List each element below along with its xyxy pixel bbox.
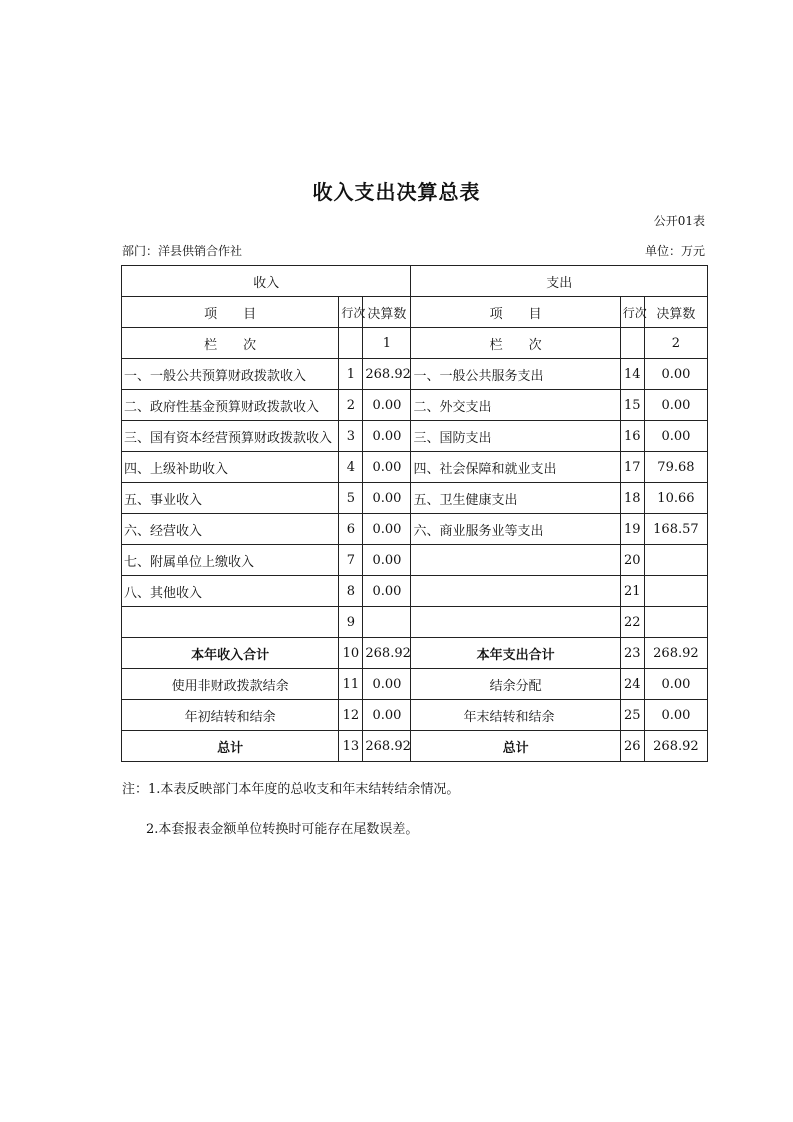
surplus-distribution-label: 结余分配 — [411, 669, 620, 700]
expense-label — [411, 576, 620, 607]
expense-column-label: 栏 次 — [411, 328, 620, 359]
income-amount-header: 决算数 — [363, 297, 411, 328]
annual-total-row — [122, 638, 708, 669]
income-expense-table — [121, 265, 708, 762]
income-label: 六、经营收入 — [122, 514, 339, 545]
income-value: 0.00 — [363, 421, 411, 452]
expense-row-no: 19 — [620, 514, 644, 545]
expense-row-no: 14 — [620, 359, 644, 390]
income-value: 0.00 — [363, 514, 411, 545]
surplus-distribution-value: 0.00 — [644, 669, 707, 700]
expense-value — [644, 607, 707, 638]
expense-row-no: 15 — [620, 390, 644, 421]
table-row — [122, 421, 708, 452]
expense-row-no: 24 — [620, 669, 644, 700]
income-row-no: 10 — [339, 638, 363, 669]
expense-amount-header: 决算数 — [644, 297, 707, 328]
table-row — [122, 452, 708, 483]
expense-value: 0.00 — [644, 421, 707, 452]
expense-value — [644, 545, 707, 576]
grand-expense-total-value: 268.92 — [644, 731, 707, 762]
income-label — [122, 607, 339, 638]
expense-header: 支出 — [411, 266, 708, 297]
income-rowno-header: 行次 — [339, 297, 363, 328]
income-row-no: 2 — [339, 390, 363, 421]
expense-label: 二、外交支出 — [411, 390, 620, 421]
grand-total-row — [122, 731, 708, 762]
table-row — [122, 669, 708, 700]
income-label: 一、一般公共预算财政拨款收入 — [122, 359, 339, 390]
income-value: 0.00 — [363, 390, 411, 421]
empty-cell — [620, 328, 644, 359]
note-1: 注：1.本表反映部门本年度的总收支和年末结转结余情况。 — [122, 782, 460, 797]
income-label: 七、附属单位上缴收入 — [122, 545, 339, 576]
income-label: 八、其他收入 — [122, 576, 339, 607]
note-2: 2.本套报表金额单位转换时可能存在尾数误差。 — [146, 822, 419, 837]
income-row-no: 6 — [339, 514, 363, 545]
income-value: 268.92 — [363, 359, 411, 390]
ending-balance-value: 0.00 — [644, 700, 707, 731]
nonfiscal-balance-label: 使用非财政拨款结余 — [122, 669, 339, 700]
table-subheader-row — [122, 297, 708, 328]
income-row-no: 8 — [339, 576, 363, 607]
income-label: 三、国有资本经营预算财政拨款收入 — [122, 421, 339, 452]
income-value: 0.00 — [363, 452, 411, 483]
income-row-no: 3 — [339, 421, 363, 452]
page-title: 收入支出决算总表 — [312, 180, 481, 204]
expense-label — [411, 607, 620, 638]
income-row-no: 9 — [339, 607, 363, 638]
income-row-no: 1 — [339, 359, 363, 390]
expense-row-no: 22 — [620, 607, 644, 638]
expense-row-no: 17 — [620, 452, 644, 483]
table-row — [122, 545, 708, 576]
expense-label: 六、商业服务业等支出 — [411, 514, 620, 545]
unit-label: 单位：万元 — [644, 244, 705, 258]
beginning-balance-value: 0.00 — [363, 700, 411, 731]
empty-cell — [339, 328, 363, 359]
annual-expense-total-label: 本年支出合计 — [411, 638, 620, 669]
table-row — [122, 576, 708, 607]
income-item-header: 项 目 — [122, 297, 339, 328]
column-number-row — [122, 328, 708, 359]
income-header: 收入 — [122, 266, 411, 297]
grand-expense-total-label: 总计 — [411, 731, 620, 762]
expense-value — [644, 576, 707, 607]
expense-label: 五、卫生健康支出 — [411, 483, 620, 514]
income-label: 五、事业收入 — [122, 483, 339, 514]
table-row — [122, 359, 708, 390]
table-header-row — [122, 266, 708, 297]
nonfiscal-balance-value: 0.00 — [363, 669, 411, 700]
income-column-no: 1 — [363, 328, 411, 359]
expense-column-no: 2 — [644, 328, 707, 359]
expense-row-no: 20 — [620, 545, 644, 576]
expense-row-no: 16 — [620, 421, 644, 452]
income-row-no: 13 — [339, 731, 363, 762]
income-label: 二、政府性基金预算财政拨款收入 — [122, 390, 339, 421]
expense-label — [411, 545, 620, 576]
expense-row-no: 25 — [620, 700, 644, 731]
expense-label: 三、国防支出 — [411, 421, 620, 452]
beginning-balance-label: 年初结转和结余 — [122, 700, 339, 731]
income-row-no: 5 — [339, 483, 363, 514]
grand-income-total-value: 268.92 — [363, 731, 411, 762]
expense-value: 79.68 — [644, 452, 707, 483]
expense-row-no: 26 — [620, 731, 644, 762]
expense-rowno-header: 行次 — [620, 297, 644, 328]
ending-balance-label: 年末结转和结余 — [411, 700, 620, 731]
expense-value: 0.00 — [644, 359, 707, 390]
income-value: 0.00 — [363, 483, 411, 514]
income-row-no: 11 — [339, 669, 363, 700]
annual-income-total-value: 268.92 — [363, 638, 411, 669]
income-value: 0.00 — [363, 576, 411, 607]
income-row-no: 12 — [339, 700, 363, 731]
expense-item-header: 项 目 — [411, 297, 620, 328]
table-row — [122, 607, 708, 638]
income-label: 四、上级补助收入 — [122, 452, 339, 483]
table-row — [122, 483, 708, 514]
income-value: 0.00 — [363, 545, 411, 576]
expense-row-no: 21 — [620, 576, 644, 607]
expense-row-no: 18 — [620, 483, 644, 514]
annual-income-total-label: 本年收入合计 — [122, 638, 339, 669]
table-row — [122, 514, 708, 545]
income-column-label: 栏 次 — [122, 328, 339, 359]
expense-value: 10.66 — [644, 483, 707, 514]
income-value — [363, 607, 411, 638]
expense-value: 168.57 — [644, 514, 707, 545]
income-row-no: 7 — [339, 545, 363, 576]
expense-label: 一、一般公共服务支出 — [411, 359, 620, 390]
table-row — [122, 700, 708, 731]
expense-value: 0.00 — [644, 390, 707, 421]
department-label: 部门：洋县供销合作社 — [122, 244, 243, 258]
form-code: 公开01表 — [653, 214, 705, 228]
expense-label: 四、社会保障和就业支出 — [411, 452, 620, 483]
table-row — [122, 390, 708, 421]
annual-expense-total-value: 268.92 — [644, 638, 707, 669]
grand-income-total-label: 总计 — [122, 731, 339, 762]
income-row-no: 4 — [339, 452, 363, 483]
expense-row-no: 23 — [620, 638, 644, 669]
